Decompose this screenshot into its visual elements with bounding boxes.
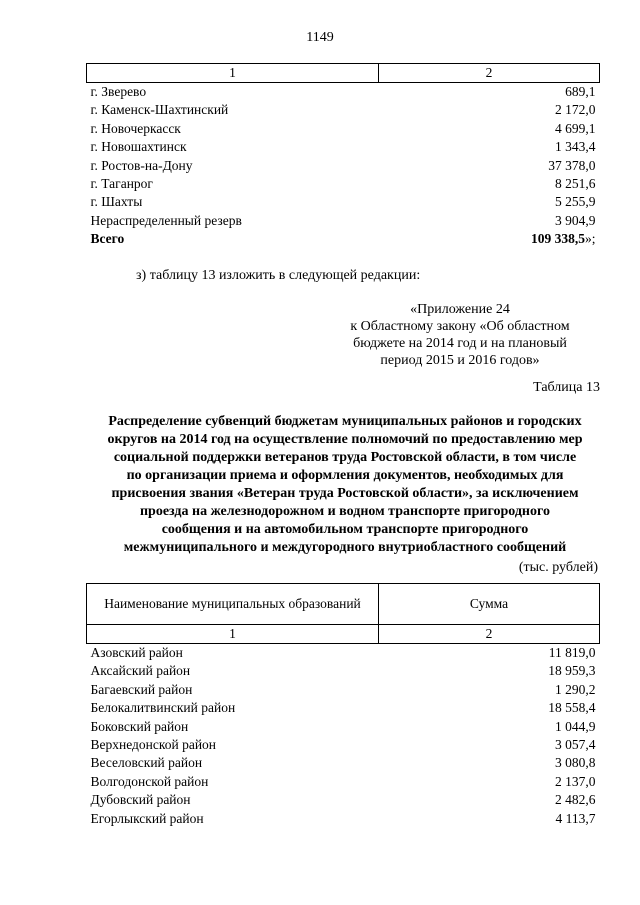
title-line: присвоения звания «Ветеран труда Ростовской области», за исключением	[111, 486, 579, 501]
title-line: Распределение субвенций бюджетам муниципальных районов и городских	[108, 414, 582, 429]
row-name: Багаевский район	[90, 681, 193, 697]
sum-column-header: Сумма	[379, 584, 600, 625]
row-value: 8 251,6	[555, 176, 596, 192]
total-row	[87, 230, 600, 248]
column-number-1: 1	[87, 625, 379, 644]
row-value: 3 080,8	[555, 755, 596, 771]
table-row	[87, 681, 600, 699]
appendix-line: к Областному закону «Об областном	[350, 319, 570, 334]
table-row	[87, 791, 600, 809]
table-header-row	[87, 64, 600, 83]
table-header-row	[87, 584, 600, 625]
row-name: г. Каменск-Шахтинский	[90, 102, 229, 118]
appendix-line: бюджете на 2014 год и на плановый	[353, 336, 567, 351]
row-value: 37 378,0	[548, 157, 596, 173]
table-row	[87, 138, 600, 156]
row-value: 1 044,9	[555, 718, 596, 734]
row-value: 2 137,0	[555, 773, 596, 789]
title-line: социальной поддержки ветеранов труда Ростовской области, в том числе	[113, 450, 577, 465]
total-value: 109 338,5	[530, 231, 585, 247]
page-number: 1149	[306, 30, 334, 45]
total-label: Всего	[90, 231, 125, 247]
table-row	[87, 120, 600, 138]
table-row	[87, 718, 600, 736]
row-name: Белокалитвинский район	[90, 700, 236, 716]
allocation-table-continued	[86, 63, 600, 249]
row-value: 18 959,3	[548, 663, 596, 679]
appendix-line: «Приложение 24	[410, 302, 510, 317]
table-row	[87, 662, 600, 680]
row-value: 4 113,7	[555, 810, 596, 826]
row-value: 689,1	[565, 84, 596, 99]
table-row	[87, 699, 600, 717]
appendix-reference	[330, 301, 590, 369]
row-value: 4 699,1	[555, 120, 596, 136]
column-number-1: 1	[87, 64, 379, 83]
row-value: 11 819,0	[548, 645, 596, 660]
row-name: Верхнедонской район	[90, 737, 217, 753]
amendment-intro: з) таблицу 13 изложить в следующей редакции:	[136, 268, 421, 283]
subvention-table	[86, 583, 600, 828]
row-value: 18 558,4	[548, 700, 596, 716]
table-row	[87, 754, 600, 772]
row-name: г. Шахты	[90, 194, 143, 210]
row-value: 3 904,9	[555, 212, 596, 228]
row-name: Дубовский район	[90, 792, 191, 808]
title-line: по организации приема и оформления документов, необходимых для	[126, 468, 564, 483]
row-name: г. Новошахтинск	[90, 139, 187, 155]
row-name: Веселовский район	[90, 755, 203, 771]
row-name: г. Зверево	[90, 84, 147, 99]
row-value: 5 255,9	[555, 194, 596, 210]
table-row	[87, 83, 600, 102]
table-row	[87, 212, 600, 230]
title-line: межмуниципального и междугородного внутриобластного сообщений	[123, 540, 567, 555]
total-cell	[379, 230, 600, 248]
table-row	[87, 773, 600, 791]
table-title	[80, 413, 610, 557]
table-row	[87, 193, 600, 211]
row-name: Аксайский район	[90, 663, 191, 679]
appendix-line: период 2015 и 2016 годов»	[380, 353, 540, 368]
table-row	[87, 810, 600, 828]
row-value: 1 343,4	[555, 139, 596, 155]
row-name: г. Новочеркасск	[90, 120, 181, 136]
title-line: сообщения и на автомобильном транспорте пригородного	[161, 522, 529, 537]
table-row	[87, 101, 600, 119]
row-value: 3 057,4	[555, 737, 596, 753]
title-line: округов на 2014 год на осуществление полномочий по предоставлению мер	[107, 432, 583, 447]
municipality-column-header: Наименование муниципальных образований	[87, 584, 379, 625]
column-number-row	[87, 625, 600, 644]
title-line: проезда на железнодорожном и водном транспорте пригородного	[139, 504, 551, 519]
row-value: 1 290,2	[555, 681, 596, 697]
row-name: г. Ростов-на-Дону	[90, 157, 193, 173]
units-label: (тыс. рублей)	[518, 560, 598, 575]
row-name: Волгодонской район	[90, 773, 209, 789]
row-name: Азовский район	[90, 645, 183, 660]
total-suffix: »;	[584, 231, 596, 247]
table-label: Таблица 13	[533, 380, 600, 395]
table-row	[87, 736, 600, 754]
row-value: 2 482,6	[555, 792, 596, 808]
column-number-2: 2	[379, 64, 600, 83]
row-value: 2 172,0	[555, 102, 596, 118]
row-name: Боковский район	[90, 718, 189, 734]
row-name: Егорлыкский район	[90, 810, 204, 826]
table-row	[87, 157, 600, 175]
table-row	[87, 175, 600, 193]
table-row	[87, 644, 600, 663]
row-name: г. Таганрог	[90, 176, 153, 192]
column-number-2: 2	[379, 625, 600, 644]
row-name: Нераспределенный резерв	[90, 212, 242, 228]
